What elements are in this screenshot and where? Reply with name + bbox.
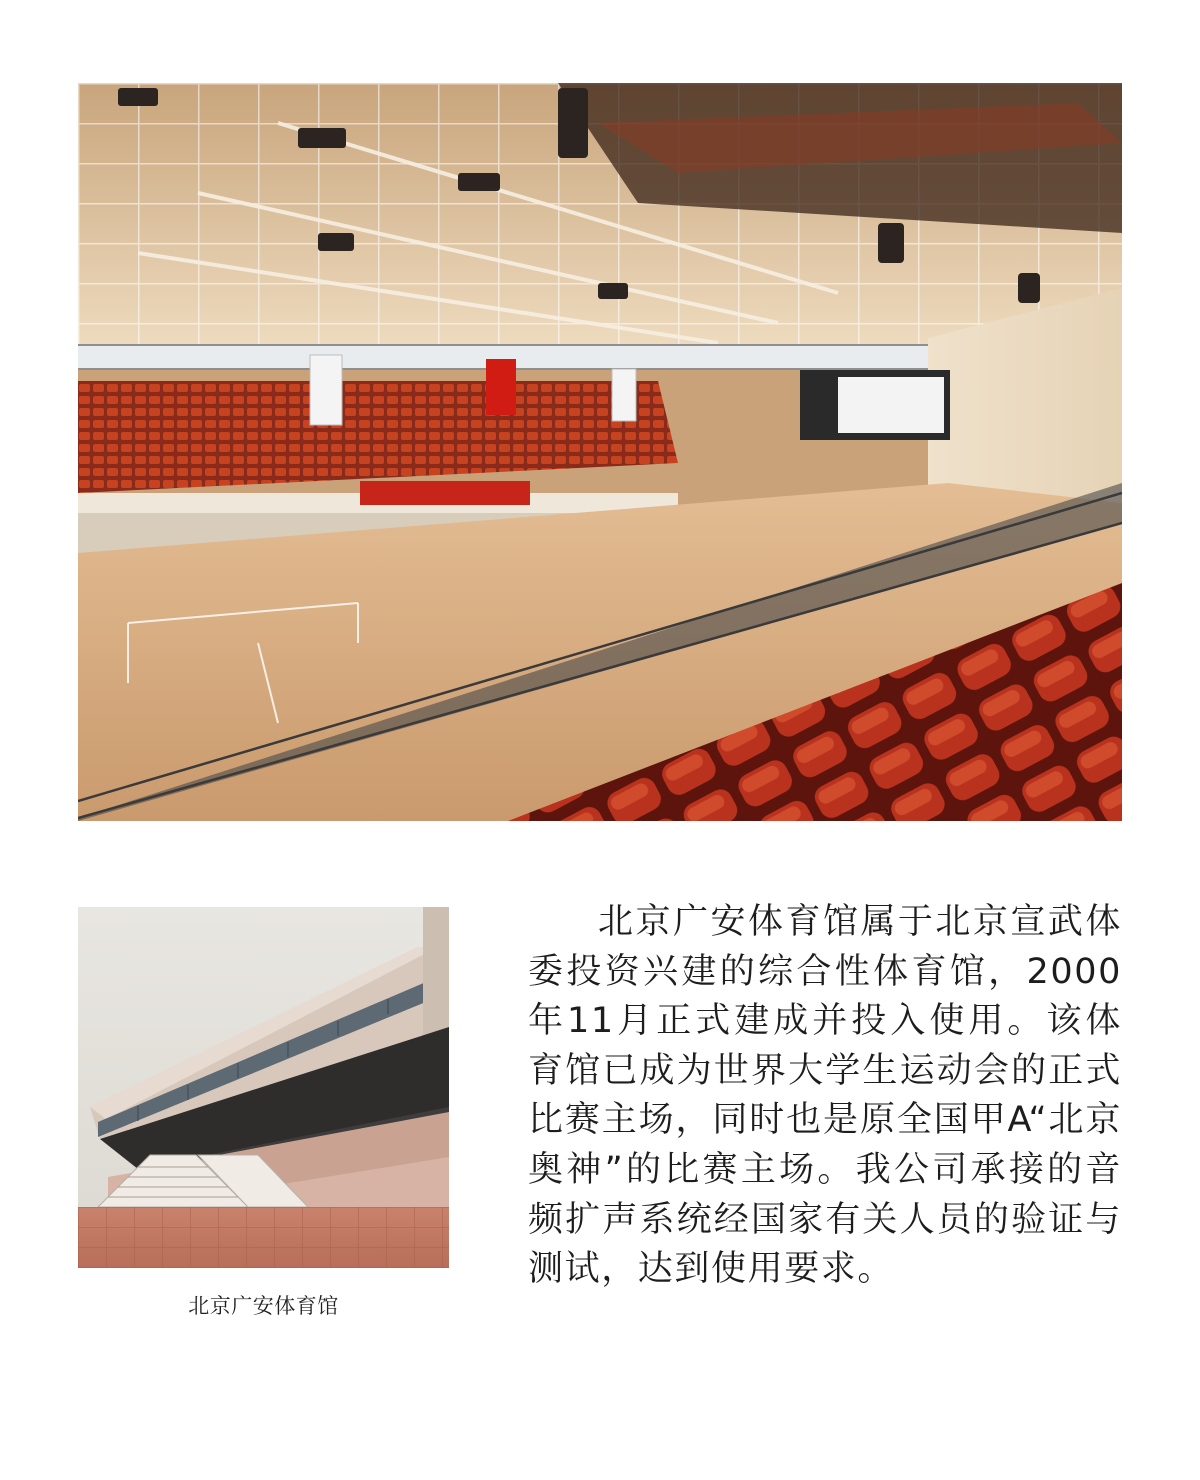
arena-interior-photo — [78, 83, 1122, 821]
venue-description: 北京广安体育馆属于北京宣武体委投资兴建的综合性体育馆，2000年11月正式建成并投入使用。该体育馆已成为世界大学生运动会的正式比赛主场，同时也是原全国甲A“北京奥神”的比赛主场。我公司承接的音频扩声系统经国家有关人员的验证与测试，达到使用要求。 — [528, 902, 1122, 1290]
building-exterior-photo — [78, 907, 449, 1268]
exterior-photo-caption: 北京广安体育馆 — [188, 1294, 339, 1318]
